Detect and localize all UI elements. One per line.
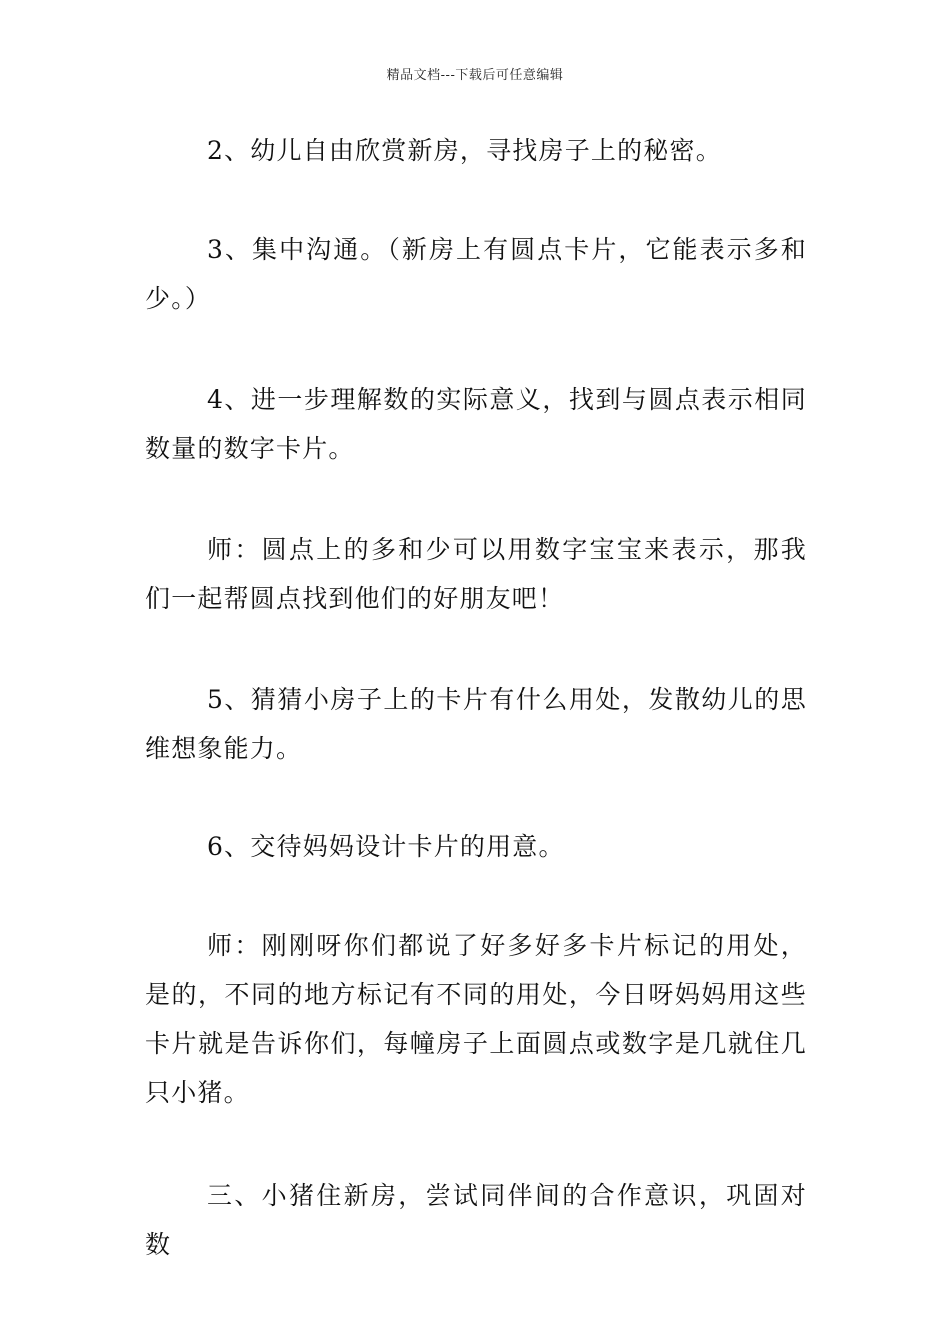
paragraph-step-4: 4、进一步理解数的实际意义，找到与圆点表示相同数量的数字卡片。 [145, 385, 807, 463]
paragraph-step-3: 3、集中沟通。（新房上有圆点卡片，它能表示多和少。） [145, 235, 807, 313]
paragraph-teacher-2: 师：刚刚呀你们都说了好多好多卡片标记的用处，是的，不同的地方标记有不同的用处，今日呀妈妈用这些卡片就是告诉你们，每幢房子上面圆点或数字是几就住几只小猪。 [145, 931, 807, 1107]
page-header: 精品文档---下载后可任意编辑 [386, 68, 564, 83]
paragraph-step-6: 6、交待妈妈设计卡片的用意。 [207, 832, 565, 861]
paragraph-step-2: 2、幼儿自由欣赏新房，寻找房子上的秘密。 [207, 136, 722, 165]
paragraph-teacher-1: 师：圆点上的多和少可以用数字宝宝来表示，那我们一起帮圆点找到他们的好朋友吧！ [145, 535, 807, 613]
paragraph-step-5: 5、猜猜小房子上的卡片有什么用处，发散幼儿的思维想象能力。 [145, 685, 807, 763]
paragraph-section-3: 三、小猪住新房，尝试同伴间的合作意识，巩固对数 [145, 1181, 807, 1259]
